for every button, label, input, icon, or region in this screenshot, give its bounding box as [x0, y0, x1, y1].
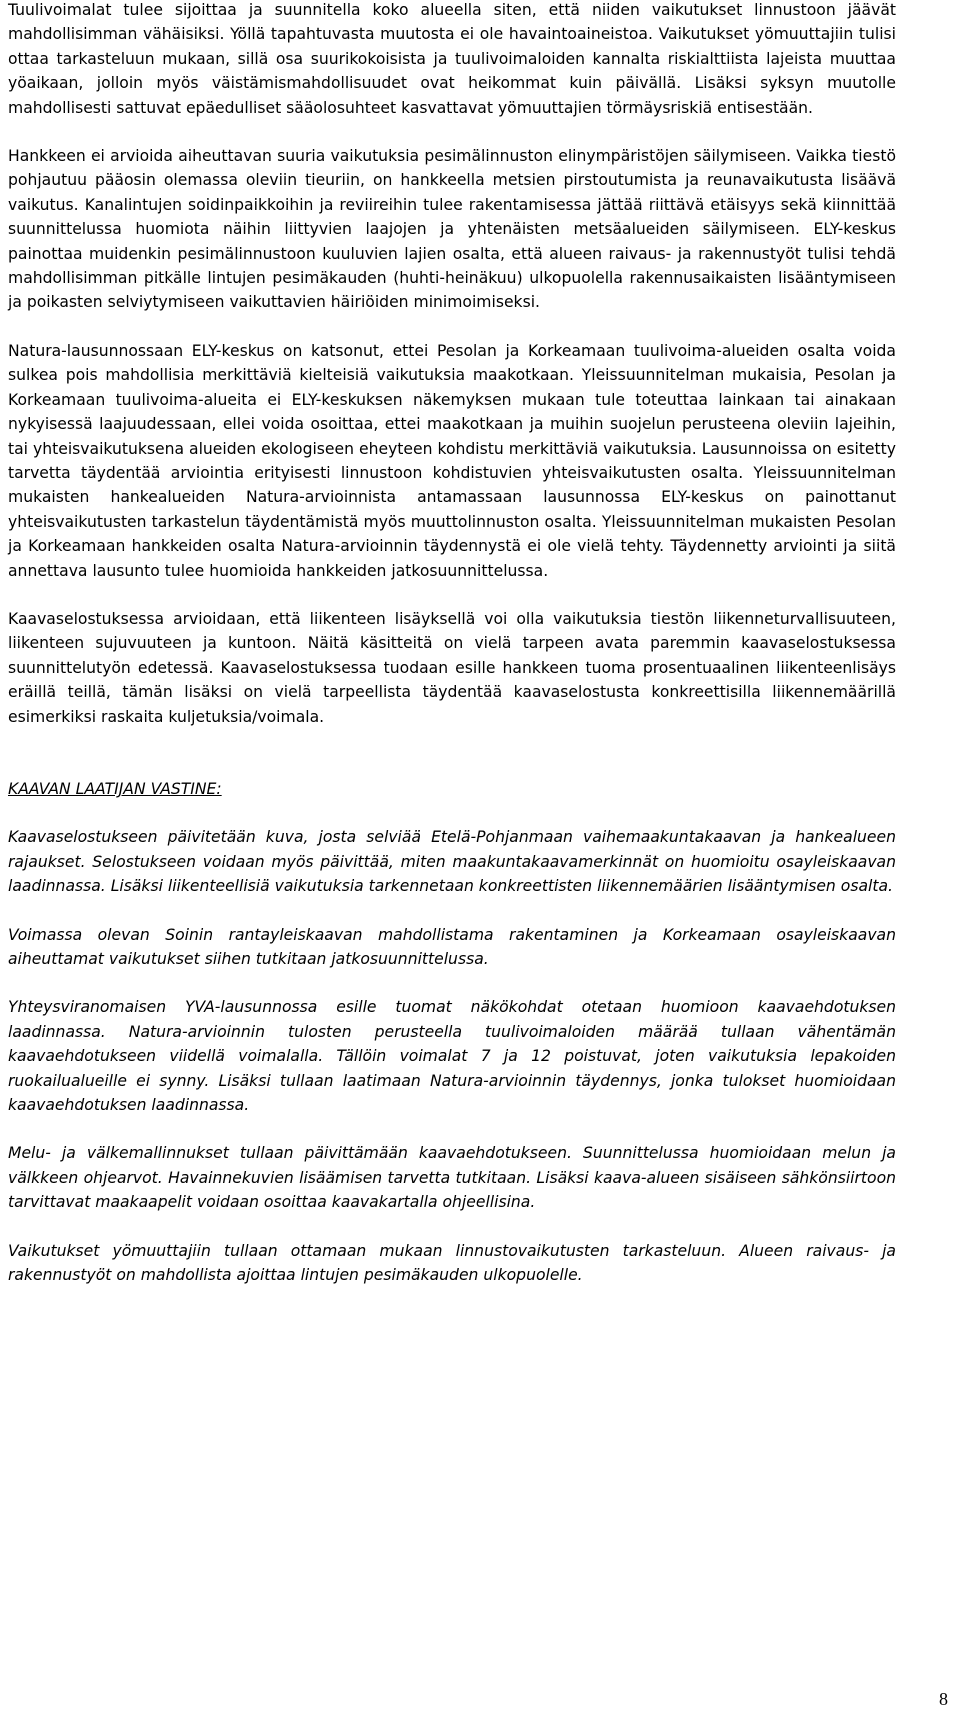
paragraph-nesting-birds: Hankkeen ei arvioida aiheuttavan suuria vaikutuksia pesimälinnuston elinympäristöjen säilymiseen. Vaikka tiestö pohjautuu pääosin olemassa oleviin tieuriin, on hankkeella metsien pirstoutumista ja reunavaikutusta lisäävä vaikutus. Kanalintujen soidinpaikkoihin ja reviireihin tulee rakentamisessa jättää riittävä etäisyys sekä kiinnittää suunnittelussa huomiota näihin liittyvien laajojen ja yhtenäisten metsäalueiden säilymiseen. ELY-keskus painottaa muidenkin pesimälinnustoon kuuluvien lajien osalta, että alueen raivaus- ja rakennustyöt tulisi tehdä mahdollisimman pitkälle lintujen pesimäkauden (huhti-heinäkuu) ulkopuolella rakennusaikaisten lisääntymiseen ja poikasten selviytymiseen vaikuttavien häiriöiden minimoimiseksi. [8, 147, 896, 312]
response-heading: KAAVAN LAATIJAN VASTINE: [8, 779, 222, 798]
response-paragraph-map-update: Kaavaselostukseen päivitetään kuva, josta selviää Etelä-Pohjanmaan vaihemaakuntakaavan ja hankealueen rajaukset. Selostukseen voidaan myös päivittää, miten maakuntakaavamerkinnät on huomioitu osayleiskaavan laadinnassa. Lisäksi liikenteellisiä vaikutuksia tarkennetaan konkreettisten liikennemäärien lisääntymisen osalta. [8, 828, 896, 896]
paragraph-bird-migration: Tuulivoimalat tulee sijoittaa ja suunnitella koko alueella siten, että niiden vaikutukset linnustoon jäävät mahdollisimman vähäisiksi. Yöllä tapahtuvasta muutosta ei ole havaintoaineistoa. Vaikutukset yömuuttajiin tulisi ottaa tarkasteluun mukaan, sillä osa suurikokoisista ja tuulivoimaloiden kannalta riskialttiista lajeista muuttaa yöaikaan, jolloin myös väistämismahdollisuudet ovat heikommat kuin päivällä. Lisäksi syksyn muutolle mahdollisesti sattuvat epäedulliset sääolosuhteet kasvattavat yömuuttajien törmäysriskiä entisestään. [8, 1, 896, 117]
response-paragraph-shore-plan: Voimassa olevan Soinin rantayleiskaavan mahdollistama rakentaminen ja Korkeamaan osayleiskaavan aiheuttamat vaikutukset siihen tutkitaan jatkosuunnittelussa. [8, 925, 896, 968]
paragraph-natura-statement: Natura-lausunnossaan ELY-keskus on katsonut, ettei Pesolan ja Korkeamaan tuulivoima-alueiden osalta voida sulkea pois mahdollisia merkittäviä kielteisiä vaikutuksia maakotkaan. Yleissuunnitelman mukaisia, Pesolan ja Korkeamaan tuulivoima-alueita ei ELY-keskuksen näkemyksen mukaan tule toteuttaa lainkaan tai ainakaan nykyisessä laajuudessaan, ellei voida osoittaa, ettei maakotkaan ja muihin suojelun perusteena oleviin lajeihin, tai yhteisvaikutuksena alueiden ekologiseen eheyteen kohdistu merkittäviä vaikutuksia. Lausunnoissa on esitetty tarvetta täydentää arviointia erityisesti linnustoon kohdistuvien yhteisvaikutusten osalta. Yleissuunnitelman mukaisten hankealueiden Natura-arvioinnista antamassaan lausunnossa ELY-keskus on painottanut yhteisvaikutusten tarkastelun täydentämistä myös muuttolinnuston osalta. Yleissuunnitelman mukaisten Pesolan ja Korkeamaan hankkeiden osalta Natura-arvioinnin täydennystä ei ole vielä tehty. Täydennetty arviointi ja siitä annettava lausunto tulee huomioida hankkeiden jatkosuunnittelussa. [8, 341, 896, 580]
document-body [8, 0, 896, 1287]
response-paragraph-night-migrants: Vaikutukset yömuuttajiin tullaan ottamaan mukaan linnustovaikutusten tarkasteluun. Alueen raivaus- ja rakennustyöt on mahdollista ajoittaa lintujen pesimäkauden ulkopuolelle. [8, 1241, 896, 1285]
paragraph-traffic-impacts: Kaavaselostuksessa arvioidaan, että liikenteen lisäyksellä voi olla vaikutuksia tiestön liikenneturvallisuuteen, liikenteen sujuvuuteen ja kuntoon. Näitä käsitteitä on vielä tarpeen avata paremmin kaavaselostuksessa suunnittelutyön edetessä. Kaavaselostuksessa tuodaan esille hankkeen tuoma prosentuaalinen liikenteenlisäys eräillä teillä, tämän lisäksi on vielä tarpeellista täydentää kaavaselostusta konkreettisilla liikennemäärillä esimerkiksi raskaita kuljetuksia/voimala. [8, 609, 896, 726]
response-paragraph-eia-statement: Yhteysviranomaisen YVA-lausunnossa esille tuomat näkökohdat otetaan huomioon kaavaehdotuksen laadinnassa. Natura-arvioinnin tulosten perusteella tuulivoimaloiden määrää tullaan vähentämän kaavaehdotukseen viidellä voimalalla. Tällöin voimalat 7 ja 12 poistuvat, joten vaikutuksia lepakoiden ruokailualueille ei synny. Lisäksi tullaan laatimaan Natura-arvioinnin täydennys, jonka tulokset huomioidaan kaavaehdotuksen laadinnassa. [8, 998, 896, 1115]
response-paragraph-noise-flicker: Melu- ja välkemallinnukset tullaan päivittämään kaavaehdotukseen. Suunnittelussa huomioidaan melun ja välkkeen ohjearvot. Havainnekuvien lisäämisen tarvetta tutkitaan. Lisäksi kaava-alueen sisäiseen sähkönsiirtoon tarvittavat maakaapelit voidaan osoittaa kaavakartalla ohjeellisina. [8, 1144, 896, 1212]
page-number: 8 [939, 1689, 948, 1709]
